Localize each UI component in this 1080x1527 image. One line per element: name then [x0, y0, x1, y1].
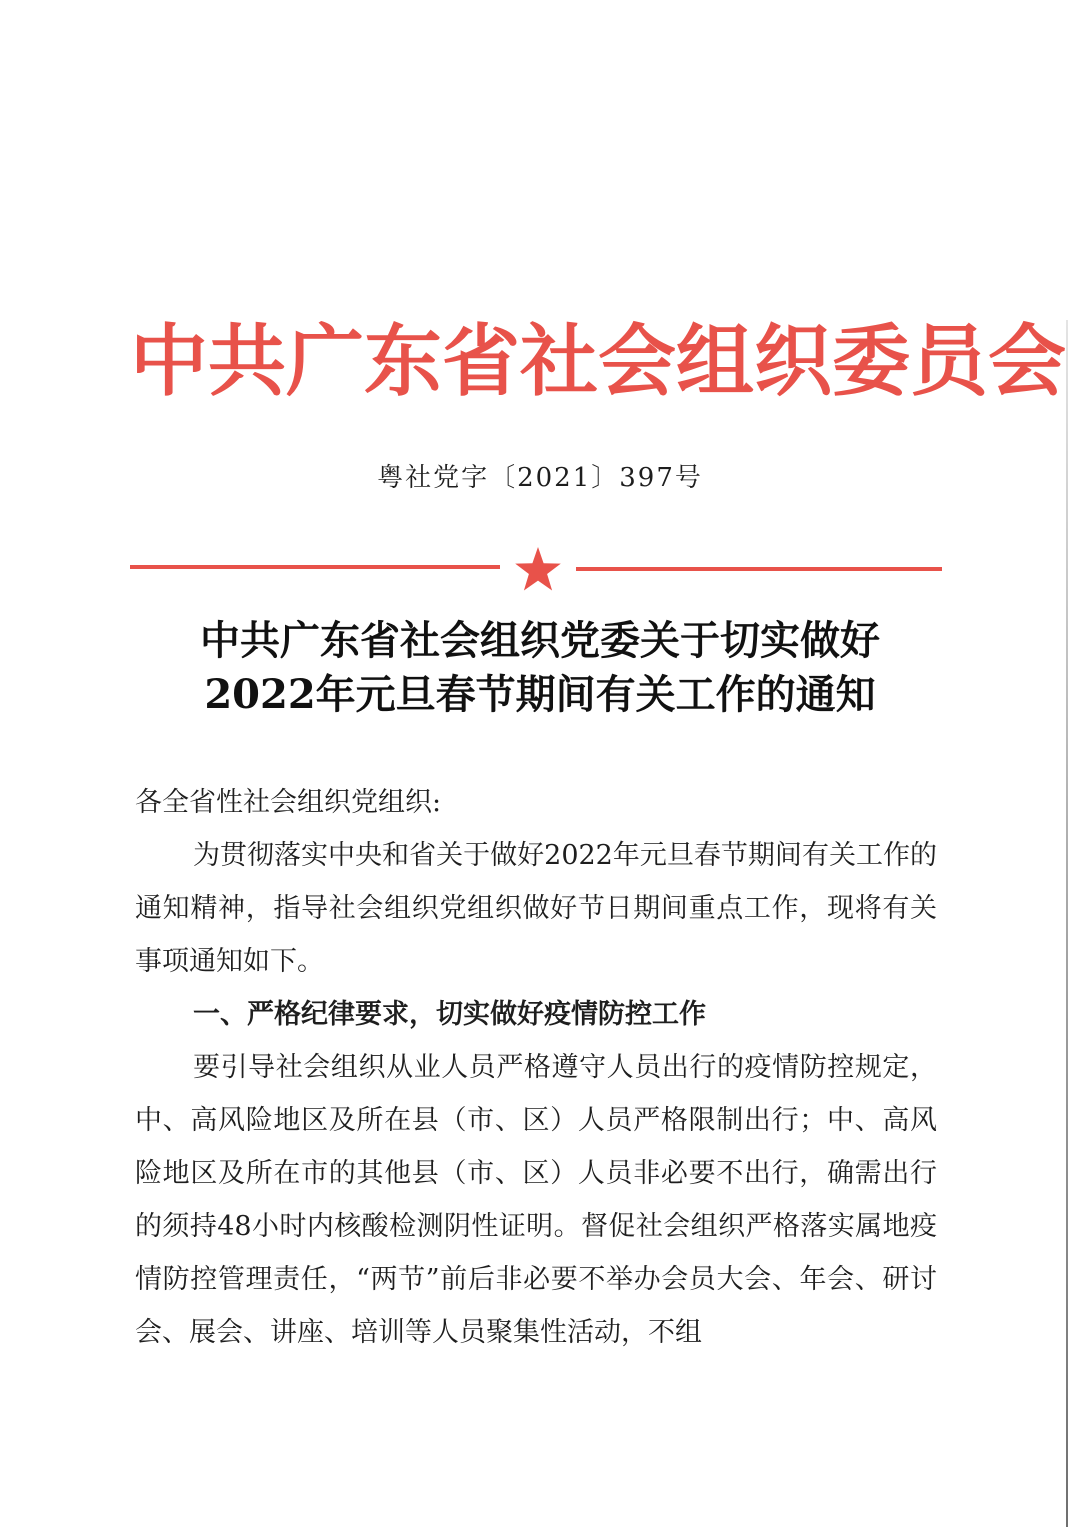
section-heading: 一、严格纪律要求，切实做好疫情防控工作 — [193, 999, 706, 1030]
red-divider — [130, 545, 942, 589]
section-paragraph: 要引导社会组织从业人员严格遵守人员出行的疫情防控规定，中、高风险地区及所在县（市、区）人员严格限制出行；中、高风险地区及所在市的其他县（市、区）人员非必要不出行，确需出行的须持48小时内核酸检测阴性证明。督促社会组织严格落实属地疫情防控管理责任，“两节”前后非必要不举办会员大会、年会、研讨会、展会、讲座、培训等人员聚集性活动，不组 — [135, 1052, 937, 1348]
star-icon — [514, 545, 562, 593]
document-body — [135, 776, 937, 1359]
title-line-1: 中共广东省社会组织党委关于切实做好 — [200, 617, 880, 664]
salutation: 各全省性社会组织党组织: — [135, 787, 442, 818]
document-title — [150, 614, 930, 722]
issuing-organization-header: 中共广东省社会组织委员会 — [130, 316, 1067, 407]
intro-paragraph: 为贯彻落实中央和省关于做好2022年元旦春节期间有关工作的通知精神，指导社会组织党组织做好节日期间重点工作，现将有关事项通知如下。 — [135, 840, 937, 977]
divider-line-right — [576, 567, 942, 571]
document-number: 粤社党字〔2021〕397号 — [377, 463, 703, 493]
title-line-2: 2022年元旦春节期间有关工作的通知 — [204, 671, 876, 718]
divider-line-left — [130, 565, 500, 569]
page-edge — [1066, 320, 1068, 1527]
